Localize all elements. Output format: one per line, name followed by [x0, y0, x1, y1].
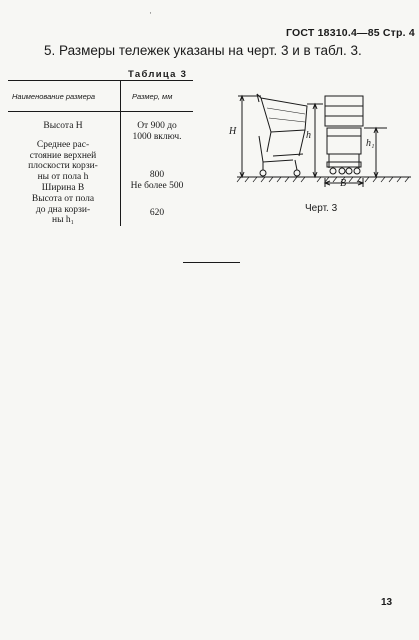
frame-front [327, 128, 361, 154]
scan-speck: · [149, 8, 152, 18]
table-row-value: 620 [149, 208, 165, 218]
page-number: 13 [381, 597, 393, 608]
table-row-name: Высота от пола до дна корзи- ны h₁ [31, 194, 95, 225]
document-header: ГОСТ 18310.4—85 Стр. 4 [286, 27, 415, 39]
frame-side [259, 136, 293, 162]
table-row-value: От 900 до 1000 включ. [132, 121, 182, 142]
wheel-front-left [330, 168, 336, 174]
table-header-name: Наименование размера [12, 92, 96, 101]
table-header-rule [8, 111, 193, 112]
table-column-divider [120, 80, 121, 226]
table-row-name: Ширина B [41, 183, 85, 193]
basket-side [261, 98, 307, 132]
floor-hatching [237, 177, 409, 182]
table-row-name: Высота H [43, 121, 83, 131]
label-h: h [306, 130, 311, 141]
table-row-name: Среднее рас- стояние верхней плоскости корзи- ны от пола h [28, 140, 98, 182]
trolley-drawing [233, 86, 417, 198]
wheel-side-rear [260, 170, 266, 176]
separator-rule [183, 262, 240, 263]
label-B: B [340, 178, 347, 189]
wheel-side-front [294, 170, 300, 176]
base-front [327, 162, 361, 167]
table-row-value: Не более 500 [130, 181, 184, 191]
section-heading: 5. Размеры тележек указаны на черт. 3 и в табл. 3. [44, 43, 362, 58]
table-caption: Таблица 3 [128, 69, 188, 80]
table-top-rule [8, 80, 193, 81]
wheel-front-right [354, 168, 360, 174]
table-row-value: 800 [149, 170, 165, 180]
figure-caption: Черт. 3 [305, 203, 338, 214]
basket-front [325, 96, 363, 126]
table-header-value: Размер, мм [132, 92, 173, 101]
label-H: H [229, 126, 237, 137]
label-h1: h₁ [366, 138, 375, 149]
